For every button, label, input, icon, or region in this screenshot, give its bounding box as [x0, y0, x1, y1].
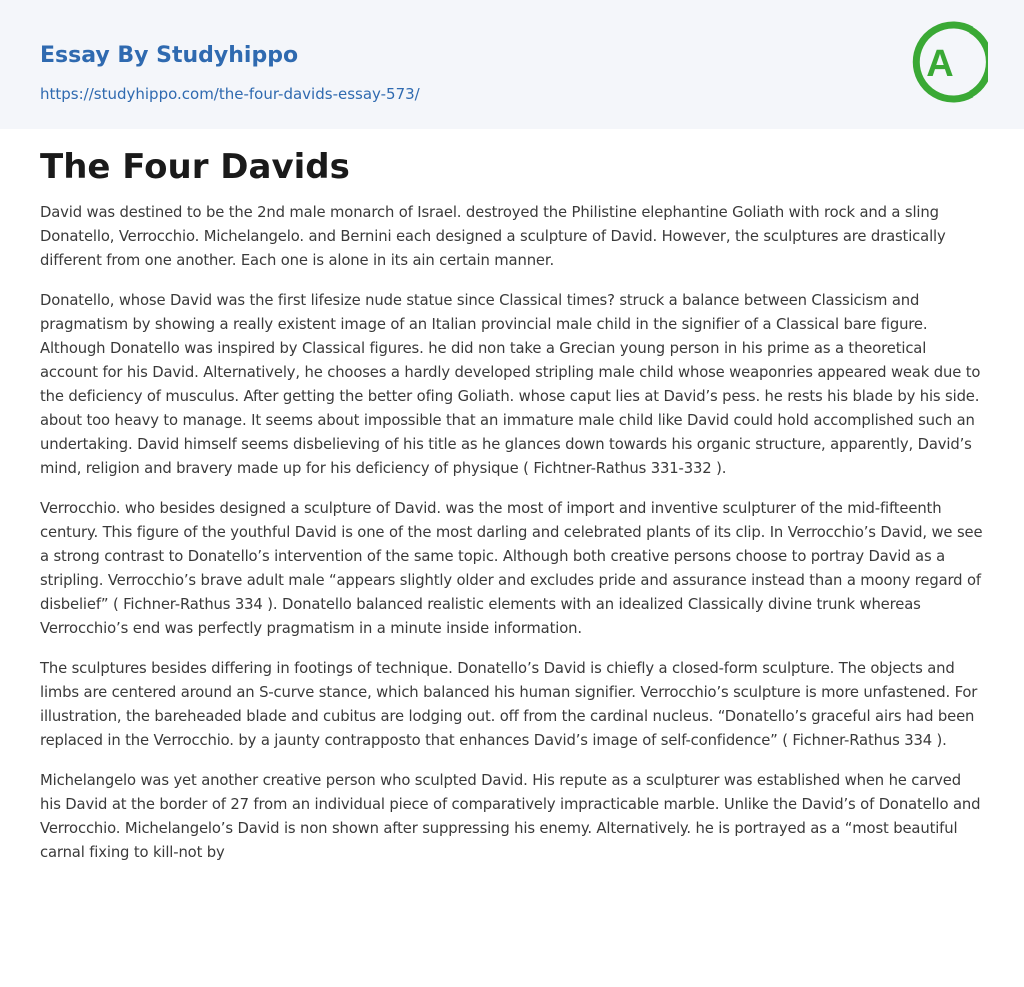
article-paragraph-1: David was destined to be the 2nd male monarch of Israel. destroyed the Philistine elephantine Goliath with rock and a sling Donatello, Verrocchio. Michelangelo. and Bernini each designed a sculpture of David. However, the sculptures are drastically different from one another. Each one is alone in its ain certain manner.: [40, 204, 946, 269]
article-paragraph-5: Michelangelo was yet another creative person who sculpted David. His repute as a sculpturer was established when he carved his David at the border of 27 from an individual piece of comparatively impracticable marble. Unlike the David’s of Donatello and Verrocchio. Michelangelo’s David is non shown after suppressing his enemy. Alternatively. he is portrayed as a “most beautiful carnal fixing to kill-not by: [40, 772, 981, 861]
site-header: [0, 0, 1024, 129]
article-paragraph-2: Donatello, whose David was the first lifesize nude statue since Classical times? struck a balance between Classicism and pragmatism by showing a really existent image of an Italian provincial male child in the signifier of a Classical bare figure. Although Donatello was inspired by Classical figures. he did non take a Grecian young person in his prime as a theoretical account for his David. Alternatively, he chooses a hardly developed stripling male child whose weaponries appeared weak due to the deficiency of musculus. After getting the better ofing Goliath. whose caput lies at David’s pess. he rests his blade by his side. about too heavy to manage. It seems about impossible that an immature male child like David could hold accomplished such an undertaking. David himself seems disbelieving of his title as he glances down towards his organic structure, apparently, David’s mind, religion and bravery made up for his deficiency of physique ( Fichtner-Rathus 331-332 ).: [40, 292, 981, 477]
article-paragraph-3: Verrocchio. who besides designed a sculpture of David. was the most of import and inventive sculpturer of the mid-fifteenth century. This figure of the youthful David is one of the most darling and celebrated plants of its clip. In Verrocchio’s David, we see a strong contrast to Donatello’s intervention of the same topic. Although both creative persons choose to portray David as a stripling. Verrocchio’s brave adult male “appears slightly older and excludes pride and assurance instead than a moony regard of disbelief” ( Fichner-Rathus 334 ). Donatello balanced realistic elements with an idealized Classically divine trunk whereas Verrocchio’s end was perfectly pragmatism in a minute inside information.: [40, 500, 983, 637]
source-url-link[interactable]: https://studyhippo.com/the-four-davids-essay-573/: [40, 85, 420, 103]
article-title: The Four Davids: [40, 147, 350, 187]
studyhippo-logo-icon[interactable]: [908, 18, 988, 106]
article-paragraph-4: The sculptures besides differing in footings of technique. Donatello’s David is chiefly a closed-form sculpture. The objects and limbs are centered around an S-curve stance, which balanced his human signifier. Verrocchio’s sculpture is more unfastened. For illustration, the bareheaded blade and cubitus are lodging out. off from the cardinal nucleus. “Donatello’s graceful airs had been replaced in the Verrocchio. by a jaunty contrapposto that enhances David’s image of self-confidence” ( Fichner-Rathus 334 ).: [40, 660, 978, 749]
article: [40, 145, 984, 881]
logo-letter: A: [926, 43, 954, 85]
site-brand: Essay By Studyhippo: [40, 43, 299, 68]
